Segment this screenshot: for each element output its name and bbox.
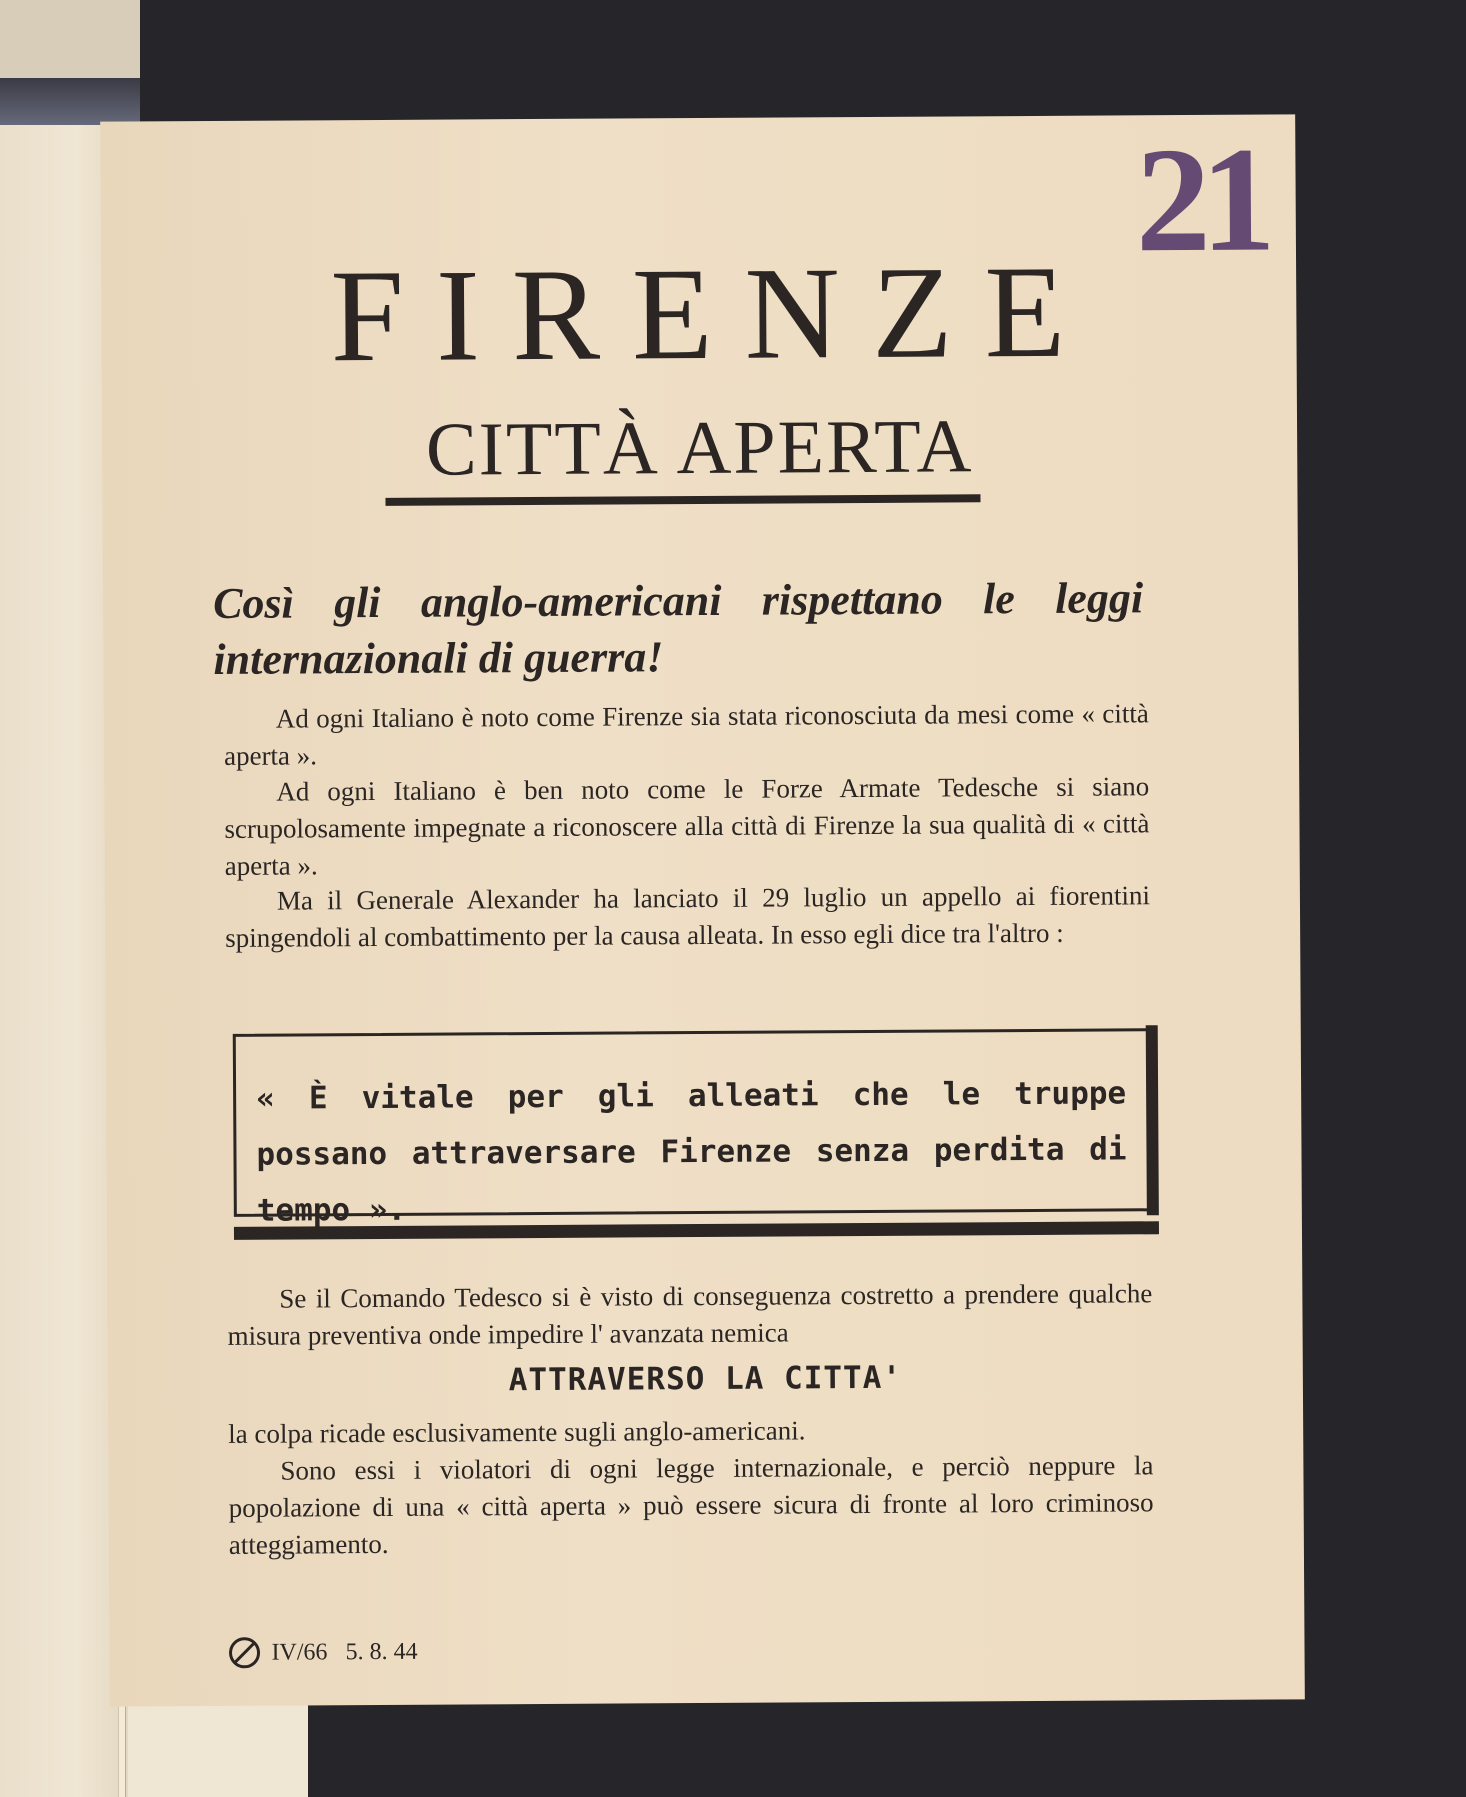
paragraph-1: Ad ogni Italiano è noto come Firenze sia stata riconosciuta da mesi come « città aperta ». [223, 698, 1149, 771]
paragraph-4: Se il Comando Tedesco si è visto di conseguenza costretto a prendere qualche misura preventiva onde impedire l' avanzata nemica [227, 1278, 1153, 1351]
quote-box-shadow [1146, 1025, 1159, 1215]
subtitle-underline [385, 494, 980, 506]
footer-date: 5. 8. 44 [345, 1638, 418, 1665]
headline: Così gli anglo-americani rispettano le leggi internazionali di guerra! [212, 573, 1144, 684]
leaflet-page [100, 114, 1305, 1706]
paragraph-3: Ma il Generale Alexander ha lanciato il 29 luglio un appello ai fiorentini spingendoli al combattimento per la causa alleata. In esso egli dice tra l'altro : [225, 880, 1151, 953]
subtitle: CITTÀ APERTA [425, 404, 974, 492]
paragraph-2: Ad ogni Italiano è ben noto come le Forze Armate Tedesche si siano scrupolosamente impegnate a riconoscere alla città di Firenze la sua qualità di « città aperta ». [224, 771, 1150, 881]
circle-slash-icon [227, 1636, 261, 1670]
footer-code: IV/66 [271, 1638, 328, 1666]
page-title: FIRENZE [330, 237, 1098, 390]
footer [227, 1635, 417, 1670]
page-number-stamp: 21 [1135, 116, 1267, 284]
quote-text: « È vitale per gli alleati che le truppe possano attraversare Firenze senza perdita di tempo ». [256, 1075, 1127, 1229]
paragraph-6: Sono essi i violatori di ogni legge internazionale, e perciò neppure la popolazione di una « città aperta » può essere sicura di fronte al loro criminoso atteggiamento. [228, 1450, 1154, 1560]
paragraph-5: la colpa ricade esclusivamente sugli anglo-americani. [228, 1415, 806, 1449]
emphasis-heading: ATTRAVERSO LA CITTA' [508, 1359, 903, 1399]
